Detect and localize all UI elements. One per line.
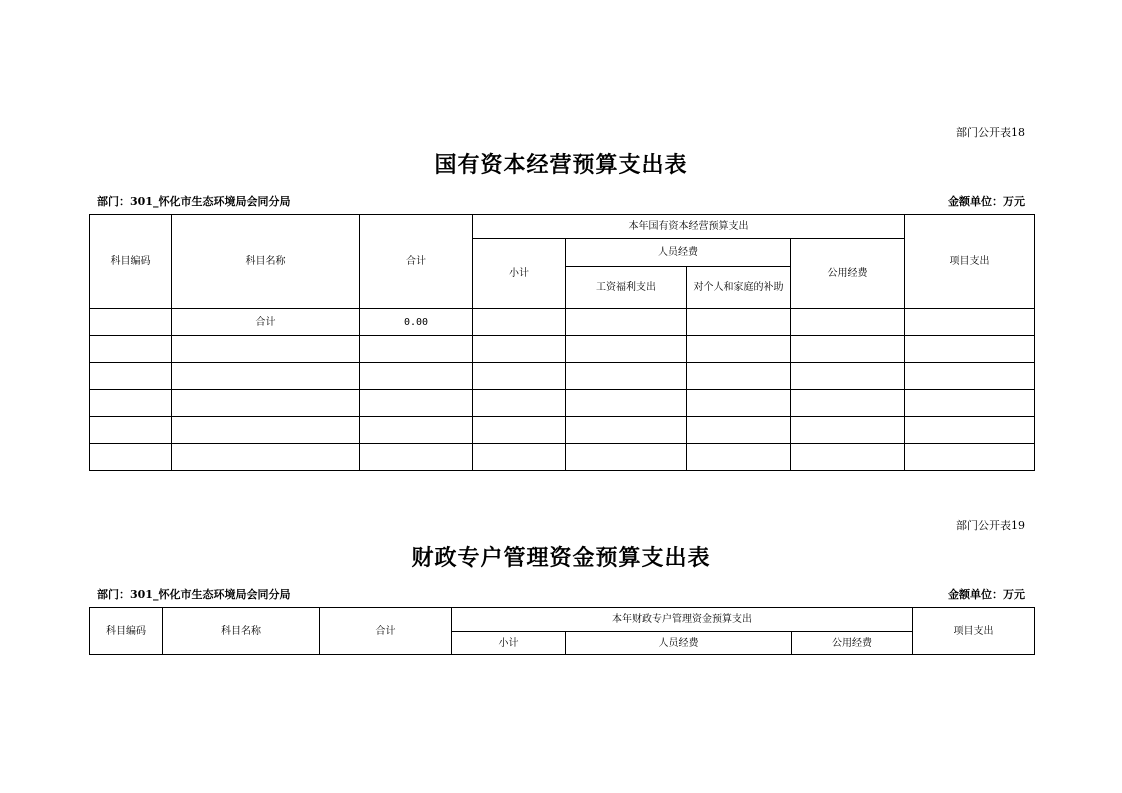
header-name: 科目名称 [163, 608, 320, 655]
state-capital-budget-table [89, 214, 1035, 471]
header-public: 公用经费 [792, 632, 913, 655]
cell-subtotal [473, 417, 566, 444]
header-subtotal: 小计 [473, 239, 566, 309]
header-personnel: 人员经费 [566, 632, 792, 655]
table-row [90, 336, 1035, 363]
table-row [90, 363, 1035, 390]
cell-project [905, 336, 1035, 363]
header-project: 项目支出 [913, 608, 1035, 655]
header-subsidy: 对个人和家庭的补助 [687, 267, 791, 309]
amount-unit-label: 金额单位：万元 [948, 195, 1025, 208]
cell-wages [566, 309, 687, 336]
form-number: 部门公开表18 [956, 126, 1025, 139]
table-row [90, 417, 1035, 444]
cell-project [905, 444, 1035, 471]
cell-subsidy [687, 363, 791, 390]
cell-code [90, 309, 172, 336]
department-label: 部门：301_怀化市生态环境局会同分局 [97, 195, 291, 208]
department-label: 部门：301_怀化市生态环境局会同分局 [97, 588, 291, 601]
header-group: 本年财政专户管理资金预算支出 [452, 608, 913, 632]
cell-public [791, 309, 905, 336]
cell-subsidy [687, 444, 791, 471]
cell-project [905, 417, 1035, 444]
cell-wages [566, 417, 687, 444]
header-public: 公用经费 [791, 239, 905, 309]
header-personnel: 人员经费 [566, 239, 791, 267]
cell-subtotal [473, 336, 566, 363]
cell-wages [566, 363, 687, 390]
header-code: 科目编码 [90, 215, 172, 309]
cell-public [791, 390, 905, 417]
cell-wages [566, 390, 687, 417]
table-row [90, 444, 1035, 471]
cell-code [90, 417, 172, 444]
cell-public [791, 336, 905, 363]
form-number: 部门公开表19 [956, 519, 1025, 532]
cell-subsidy [687, 336, 791, 363]
page-title: 国有资本经营预算支出表 [434, 152, 688, 178]
cell-subsidy [687, 417, 791, 444]
cell-total [360, 336, 473, 363]
cell-subtotal [473, 444, 566, 471]
cell-subsidy [687, 309, 791, 336]
cell-wages [566, 336, 687, 363]
cell-name [172, 390, 360, 417]
header-subtotal: 小计 [452, 632, 566, 655]
cell-project [905, 390, 1035, 417]
cell-name [172, 363, 360, 390]
header-total: 合计 [360, 215, 473, 309]
cell-code [90, 444, 172, 471]
header-name: 科目名称 [172, 215, 360, 309]
cell-code [90, 363, 172, 390]
table-row [90, 390, 1035, 417]
cell-code [90, 336, 172, 363]
cell-name: 合计 [172, 309, 360, 336]
cell-public [791, 417, 905, 444]
cell-subsidy [687, 390, 791, 417]
amount-unit-label: 金额单位：万元 [948, 588, 1025, 601]
cell-total [360, 444, 473, 471]
header-wages: 工资福利支出 [566, 267, 687, 309]
page-title: 财政专户管理资金预算支出表 [411, 545, 711, 571]
cell-total [360, 417, 473, 444]
table-row [90, 309, 1035, 336]
cell-project [905, 309, 1035, 336]
cell-name [172, 336, 360, 363]
header-code: 科目编码 [90, 608, 163, 655]
cell-subtotal [473, 390, 566, 417]
cell-project [905, 363, 1035, 390]
cell-name [172, 444, 360, 471]
cell-wages [566, 444, 687, 471]
cell-total: 0.00 [360, 309, 473, 336]
cell-code [90, 390, 172, 417]
header-project: 项目支出 [905, 215, 1035, 309]
cell-subtotal [473, 363, 566, 390]
special-account-budget-table [89, 607, 1035, 655]
cell-total [360, 363, 473, 390]
cell-total [360, 390, 473, 417]
cell-subtotal [473, 309, 566, 336]
cell-public [791, 444, 905, 471]
header-group: 本年国有资本经营预算支出 [473, 215, 905, 239]
cell-public [791, 363, 905, 390]
header-total: 合计 [320, 608, 452, 655]
cell-name [172, 417, 360, 444]
